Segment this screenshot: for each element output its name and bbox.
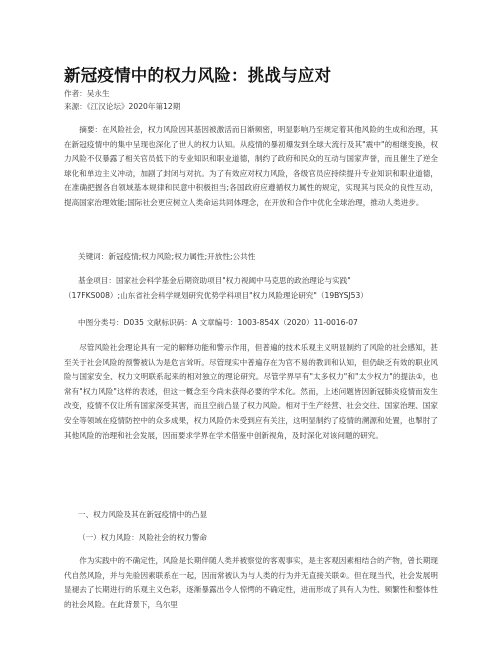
fund-line-1: 基金项目：国家社会科学基金后期资助项目"权力视阈中马克思的政治理论与实践" bbox=[78, 276, 351, 285]
article-author: 作者：吴永生 bbox=[64, 89, 110, 98]
article-source: 来源：《江汉论坛》2020年第12期 bbox=[64, 102, 181, 111]
body-paragraph: 作为实践中的不确定性，风险是长期伴随人类并被察觉的客观事实，是主客观因素相结合的产物，曾长期现代自然风险，并与先验因素联系在一起，因而常被认为与人类的行为并无直接关联②。但在现当代，社会发展明显褪去了长期进行的乐观主义色彩，逐渐暴露出令人惊愕的不确定性，进而形成了具有人为性、频繁性和整体性的社会风险。在此背景下，乌尔里 bbox=[64, 556, 438, 609]
keywords-line: 关键词：新冠疫情;权力风险;权力属性;开放性;公共性 bbox=[78, 252, 256, 261]
article-title: 新冠疫情中的权力风险：挑战与应对 bbox=[64, 66, 332, 85]
subsection-heading: （一）权力风险：风险社会的权力警命 bbox=[78, 533, 208, 542]
fund-line-2: （17FKS008）;山东省社会科学规划研究优势学科项目"权力风险理论研究"（19BYSJ53） bbox=[64, 291, 368, 300]
section-heading: 一、权力风险及其在新冠疫情中的凸显 bbox=[78, 510, 208, 519]
classification-line: 中图分类号：D035 文献标识码：A 文章编号：1003-854X（2020）11-0016-07 bbox=[78, 318, 358, 327]
abstract-paragraph: 摘要：在风险社会，权力风险因其基因被激活而日渐频密，明显影响乃至规定着其他风险的生成和治理，其在新冠疫情中的集中呈现也深化了世人的权力认知。从疫情的暴初爆发到全球大流行及其"震中"的相继变换，权力风险不仅暴露了相关官员低下的专业知识和职业道德，制约了政府和民众的互动与国家声誉，而且催生了逆全球化和单边主义冲动，加剧了封闭与对抗。为了有效应对权力风险，各级官员应持续提升专业知识和职业道德，在准确把握各自领域基本规律和民意中积极担当;各国政府应遵循权力属性的规定，实现其与民众的良性互动，提高国家治理效能;国际社会更应树立人类命运共同体理念，在开放和合作中优化全球治理，推动人类进步。 bbox=[64, 125, 438, 207]
intro-paragraph: 尽管风险社会理论具有一定的解释功能和警示作用，但普遍的技术乐观主义明显制约了风险的社会感知，甚至关于社会风险的预警被认为是危言耸听。尽管现实中普遍存在为官不易的教训和认知，但仍缺乏有效的职业风险与国家安全、权力文明联系起来的相对独立的理论研究。尽管学界早有"太多权力"和"太少权力"的提法①，也常有"权力风险"这样的表述，但这一概念至今尚未获得必要的学术化。然而，上述问题皆因新冠肺炎疫情而发生改变，疫情不仅让所有国家深受其害，而且空前凸显了权力风险。相对于生产经营、社会交往、国家治理、国家安全等领域在疫情防控中的众多成果，权力风险仍未受到应有关注，这明显制约了疫情的溯源和处置，也掣肘了其他风险的治理和社会发展，因而要求学界在学术借鉴中创新视角，及时深化对该问题的研究。 bbox=[64, 343, 438, 440]
